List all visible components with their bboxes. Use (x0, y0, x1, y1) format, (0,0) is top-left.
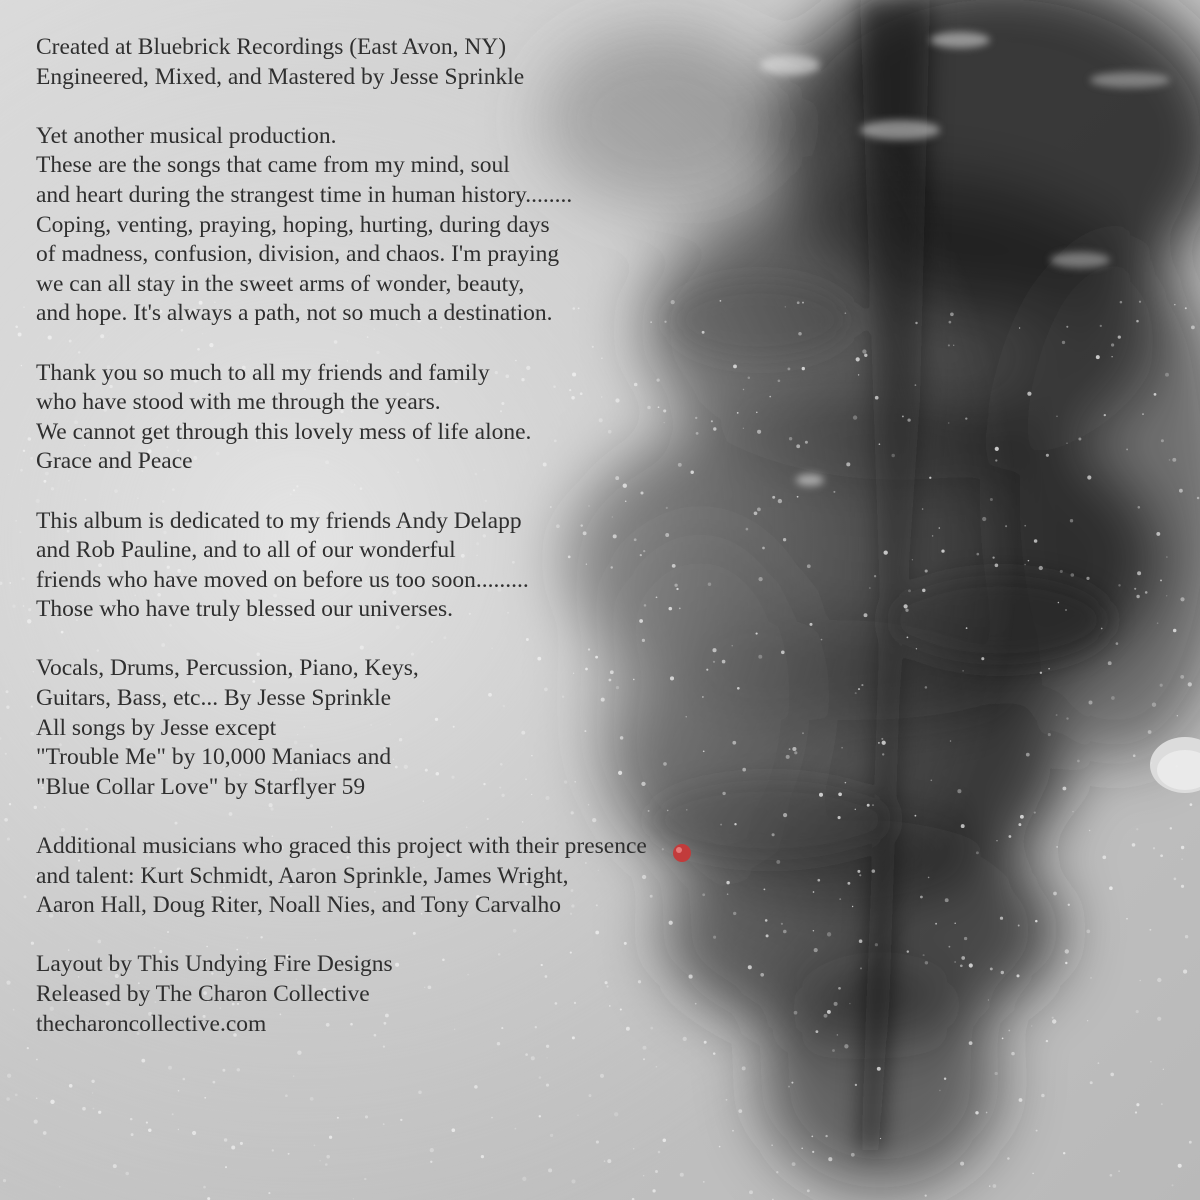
dedication (36, 507, 796, 625)
thanks-line: Grace and Peace (36, 448, 193, 475)
release-line: Released by The Charon Collective (36, 981, 370, 1007)
instrument-credits (36, 654, 796, 802)
thanks-line: who have stood with me through the years. (36, 389, 441, 416)
studio-line: Engineered, Mixed, and Mastered by Jesse Sprinkle (36, 63, 525, 90)
musicians-line: and talent: Kurt Schmidt, Aaron Sprinkle, James Wright, (36, 862, 569, 889)
thanks-line: We cannot get through this lovely mess of life alone. (36, 418, 532, 445)
dedication-line: friends who have moved on before us too soon......... (36, 566, 529, 593)
statement-line: and hope. It's always a path, not so much a destination. (36, 300, 553, 327)
studio-credits (36, 33, 796, 92)
instrument-line: Guitars, Bass, etc... By Jesse Sprinkle (36, 685, 392, 712)
instrument-line: Vocals, Drums, Percussion, Piano, Keys, (36, 655, 419, 682)
instrument-line: All songs by Jesse except (36, 714, 277, 741)
statement-line: Coping, venting, praying, hoping, hurting, during days (36, 211, 550, 238)
release-info (36, 950, 796, 1039)
instrument-line: "Trouble Me" by 10,000 Maniacs and (36, 744, 392, 771)
liner-notes (36, 33, 796, 1069)
release-line: Layout by This Undying Fire Designs (36, 951, 393, 978)
dedication-line: and Rob Pauline, and to all of our wonderful (36, 537, 456, 564)
additional-musicians (36, 832, 796, 921)
musicians-line: Aaron Hall, Doug Riter, Noall Nies, and Tony Carvalho (36, 892, 561, 919)
statement-line: and heart during the strangest time in human history........ (36, 181, 573, 208)
dedication-line: Those who have truly blessed our universes. (36, 596, 454, 623)
artist-statement (36, 122, 796, 329)
statement-line: These are the songs that came from my mind, soul (36, 152, 510, 179)
thanks (36, 359, 796, 477)
instrument-line: "Blue Collar Love" by Starflyer 59 (36, 773, 366, 800)
studio-line: Created at Bluebrick Recordings (East Avon, NY) (36, 34, 507, 60)
statement-line: we can all stay in the sweet arms of wonder, beauty, (36, 270, 525, 297)
statement-line: Yet another musical production. (36, 122, 337, 149)
musicians-line: Additional musicians who graced this project with their presence (36, 833, 647, 860)
statement-line: of madness, confusion, division, and chaos. I'm praying (36, 241, 560, 268)
dedication-line: This album is dedicated to my friends Andy Delapp (36, 507, 522, 534)
release-line: thecharoncollective.com (36, 1010, 267, 1037)
thanks-line: Thank you so much to all my friends and family (36, 359, 490, 386)
